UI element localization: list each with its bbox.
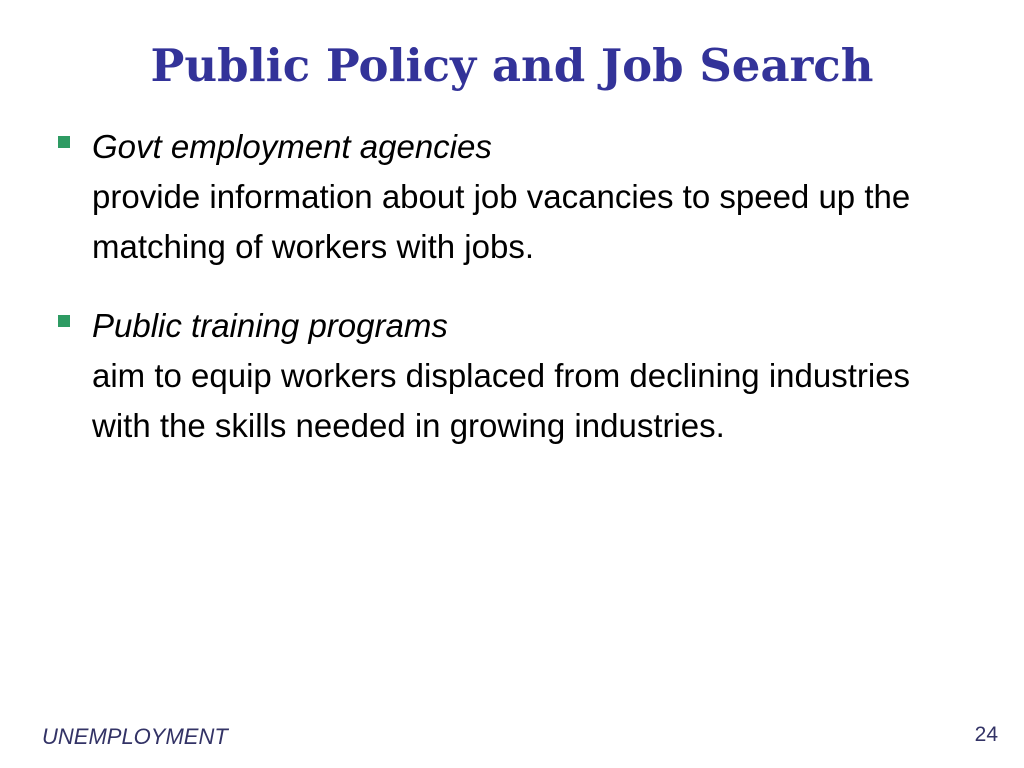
bullet-text: provide information about job vacancies to speed up the matching of workers with jobs. <box>92 178 911 265</box>
bullet-heading: Public training programs <box>92 307 448 344</box>
page-number: 24 <box>974 723 998 746</box>
bullet-body <box>92 122 976 272</box>
square-bullet-icon <box>58 315 70 327</box>
bullet-body <box>92 301 976 451</box>
bullet-text: aim to equip workers displaced from declining industries with the skills needed in growing industries. <box>92 357 911 444</box>
square-bullet-icon <box>58 136 70 148</box>
slide-title: Public Policy and Job Search <box>150 39 874 92</box>
bullet-heading: Govt employment agencies <box>92 128 492 165</box>
footer-label: UNEMPLOYMENT <box>42 724 228 749</box>
